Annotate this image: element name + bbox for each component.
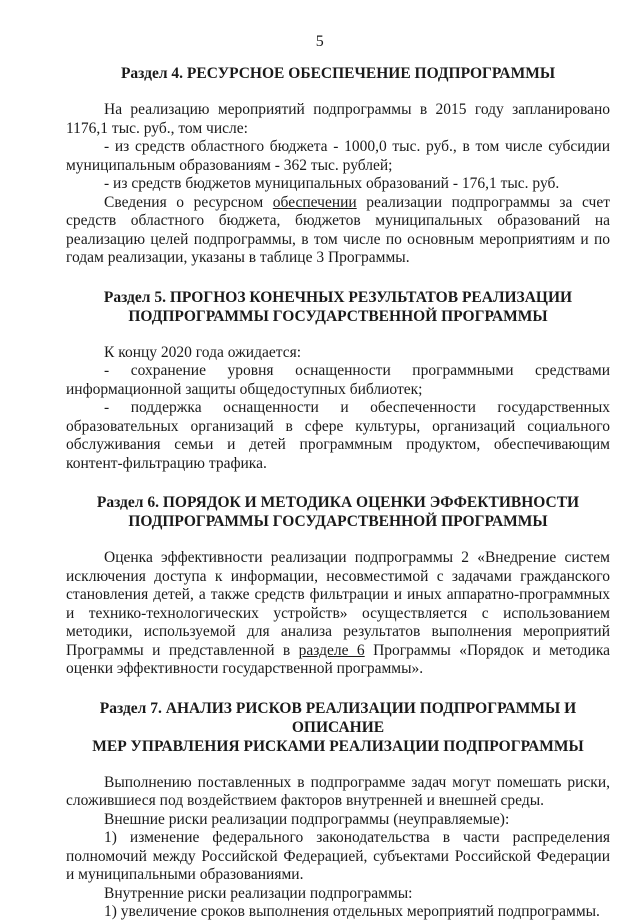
section-5-paragraph-2: - сохранение уровня оснащенности программными средствами информационной защиты общедоступных библиотек;	[66, 362, 610, 398]
section-6-heading-line-2: ПОДПРОГРАММЫ ГОСУДАРСТВЕННОЙ ПРОГРАММЫ	[128, 513, 548, 530]
section-4-paragraph-4	[66, 194, 610, 268]
section-7-heading-line-2: МЕР УПРАВЛЕНИЯ РИСКАМИ РЕАЛИЗАЦИИ ПОДПРОГРАММЫ	[92, 737, 584, 755]
section-6-paragraph-1	[66, 549, 610, 679]
section-6-paragraph-1-end: Программы «Порядок и методика оценки эффективности государственной программы».	[66, 641, 610, 677]
document-body	[66, 64, 610, 922]
section-4-heading	[66, 64, 610, 83]
section-6-reference-link[interactable]: разделе 6	[298, 641, 365, 659]
section-5	[66, 288, 610, 474]
section-7-paragraph-4: Внутренние риски реализации подпрограммы:	[104, 884, 413, 902]
section-4-heading-text: Раздел 4. РЕСУРСНОЕ ОБЕСПЕЧЕНИЕ ПОДПРОГРАММЫ	[120, 65, 556, 82]
section-7-heading	[66, 699, 610, 756]
section-5-heading	[66, 288, 610, 326]
section-6-heading-line-1: Раздел 6. ПОРЯДОК И МЕТОДИКА ОЦЕНКИ ЭФФЕКТИВНОСТИ	[96, 494, 580, 511]
section-7-heading-line-1: Раздел 7. АНАЛИЗ РИСКОВ РЕАЛИЗАЦИИ ПОДПРОГРАММЫ И ОПИСАНИЕ	[99, 699, 577, 736]
section-4-paragraph-2: - из средств областного бюджета - 1000,0 тыс. руб., в том числе субсидии муниципальным образованиям - 362 тыс. рублей;	[66, 138, 610, 174]
section-7-paragraph-2: Внешние риски реализации подпрограммы (неуправляемые):	[104, 810, 510, 828]
section-6-heading	[66, 493, 610, 531]
section-4-paragraph-1: На реализацию мероприятий подпрограммы в 2015 году запланировано 1176,1 тыс. руб., том числе:	[66, 101, 610, 137]
section-7	[66, 699, 610, 922]
section-4-paragraph-3: - из средств бюджетов муниципальных образований - 176,1 тыс. руб.	[104, 175, 560, 192]
section-7-paragraph-5: 1) увеличение сроков выполнения отдельных мероприятий подпрограммы.	[104, 903, 600, 920]
section-4	[66, 64, 610, 268]
section-6	[66, 493, 610, 679]
section-5-paragraph-3: - поддержка оснащенности и обеспеченности государственных образовательных организаций в сфере культуры, организаций социального обслуживания семьи и детей программным продуктом, обеспечивающим контент-фильтрацию трафика.	[66, 399, 610, 472]
section-7-paragraph-1: Выполнению поставленных в подпрограмме задач могут помешать риски, сложившиеся под воздействием факторов внутренней и внешней среды.	[66, 773, 610, 809]
section-4-paragraph-4-start: Сведения о ресурсном	[104, 193, 273, 211]
section-5-heading-line-1: Раздел 5. ПРОГНОЗ КОНЕЧНЫХ РЕЗУЛЬТАТОВ РЕАЛИЗАЦИИ	[103, 288, 573, 306]
page-number: 5	[315, 33, 325, 50]
section-4-paragraph-4-end: реализации подпрограммы за счет средств областного бюджета, бюджетов муниципальных образований на реализацию целей подпрограммы, в том числе по основным мероприятиям и по годам реализации, указаны в таблице 3 Программы.	[66, 193, 611, 266]
section-7-paragraph-3: 1) изменение федерального законодательства в части распределения полномочий между Российской Федерацией, субъектами Российской Федерации и муниципальными образованиями.	[66, 829, 610, 883]
section-6-paragraph-1-start: Оценка эффективности реализации подпрограммы 2 «Внедрение систем исключения доступа к информации, несовместимой с задачами гражданского становления детей, а также средств фильтрации и иных аппаратно-программных и технико-технологических устройств» осуществляется с использованием методики, используемой для анализа результатов выполнения мероприятий Программы и представленной в	[66, 549, 610, 659]
section-5-paragraph-1: К концу 2020 года ожидается:	[104, 343, 302, 361]
section-5-heading-line-2: ПОДПРОГРАММЫ ГОСУДАРСТВЕННОЙ ПРОГРАММЫ	[128, 307, 548, 325]
resource-support-link[interactable]: обеспечении	[272, 193, 357, 211]
